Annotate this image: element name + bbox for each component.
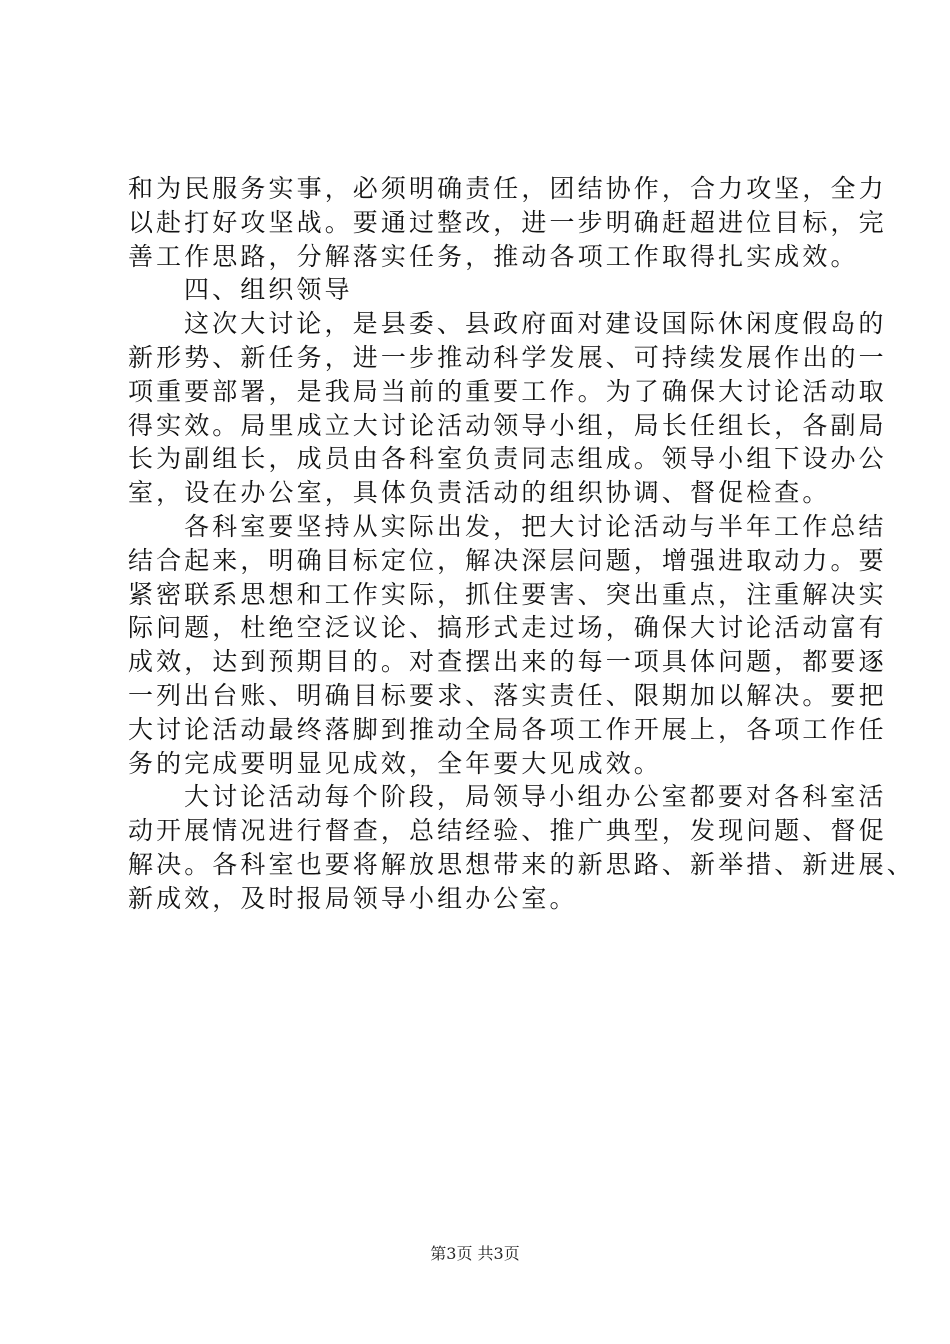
text-line: 大讨论活动每个阶段，局领导小组办公室都要对各科室活 — [184, 782, 887, 812]
text-line: 新形势、新任务，进一步推动科学发展、可持续发展作出的一 — [128, 342, 887, 372]
text-line: 紧密联系思想和工作实际，抓住要害、突出重点，注重解决实 — [128, 579, 887, 609]
text-line: 一列出台账、明确目标要求、落实责任、限期加以解决。要把 — [128, 680, 887, 710]
paragraph — [128, 510, 887, 780]
text-line: 解决。各科室也要将解放思想带来的新思路、新举措、新进展、 — [128, 849, 915, 879]
text-line: 得实效。局里成立大讨论活动领导小组，局长任组长，各副局 — [128, 410, 887, 440]
text-line: 长为副组长，成员由各科室负责同志组成。领导小组下设办公 — [128, 444, 887, 474]
text-line: 以赴打好攻坚战。要通过整改，进一步明确赶超进位目标，完 — [128, 207, 887, 237]
section-heading — [128, 273, 848, 307]
paragraph — [128, 172, 887, 273]
text-line: 务的完成要明显见成效，全年要大见成效。 — [128, 748, 662, 778]
text-line: 项重要部署，是我局当前的重要工作。为了确保大讨论活动取 — [128, 376, 887, 406]
text-line: 室，设在办公室，具体负责活动的组织协调、督促检查。 — [128, 478, 831, 508]
text-line: 这次大讨论，是县委、县政府面对建设国际休闲度假岛的 — [184, 309, 887, 339]
text-line: 结合起来，明确目标定位，解决深层问题，增强进取动力。要 — [128, 545, 887, 575]
section-heading-text: 四、组织领导 — [184, 275, 353, 305]
text-line: 新成效，及时报局领导小组办公室。 — [128, 883, 578, 913]
text-line: 际问题，杜绝空泛议论、搞形式走过场，确保大讨论活动富有 — [128, 613, 887, 643]
paragraph — [128, 307, 887, 510]
document-body — [128, 172, 915, 916]
text-line: 成效，达到预期目的。对查摆出来的每一项具体问题，都要逐 — [128, 647, 887, 677]
text-line: 大讨论活动最终落脚到推动全局各项工作开展上，各项工作任 — [128, 714, 887, 744]
text-line: 和为民服务实事，必须明确责任，团结协作，合力攻坚，全力 — [128, 174, 887, 203]
text-line: 动开展情况进行督查，总结经验、推广典型，发现问题、督促 — [128, 816, 887, 846]
page-number-footer: 第3页 共3页 — [430, 1244, 520, 1263]
text-line: 各科室要坚持从实际出发，把大讨论活动与半年工作总结 — [184, 511, 887, 541]
text-line: 善工作思路，分解落实任务，推动各项工作取得扎实成效。 — [128, 241, 859, 271]
paragraph — [128, 780, 915, 915]
